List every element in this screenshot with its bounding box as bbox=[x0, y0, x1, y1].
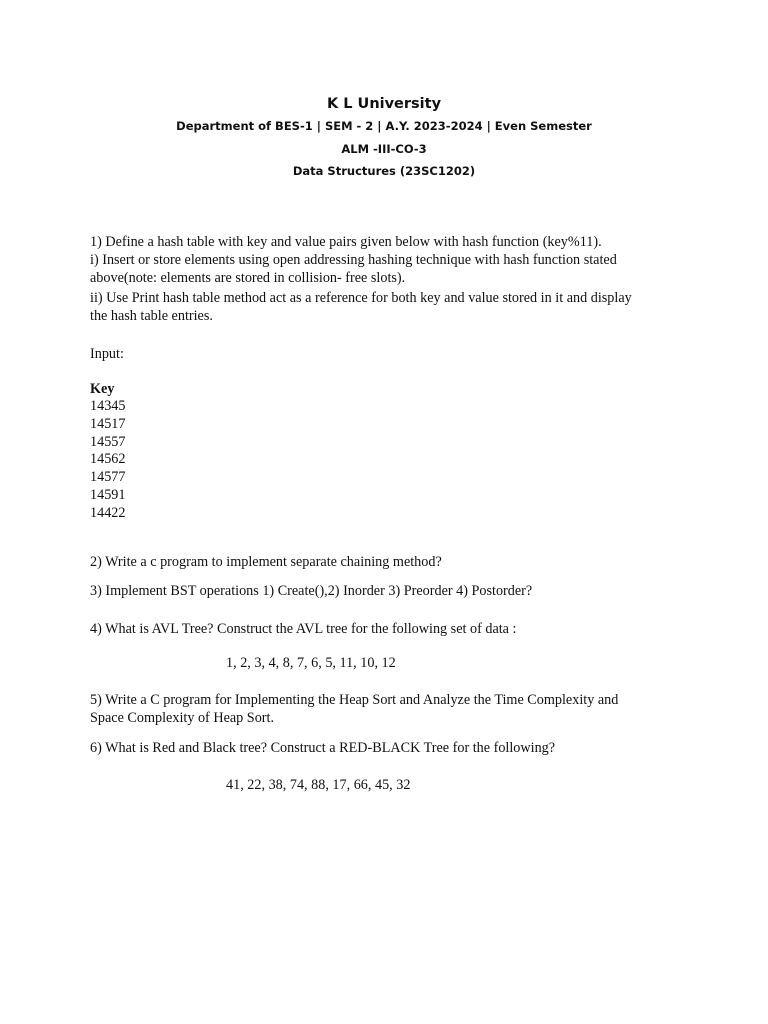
q4-data: 1, 2, 3, 4, 8, 7, 6, 5, 11, 10, 12 bbox=[226, 655, 396, 671]
q4-text: 4) What is AVL Tree? Construct the AVL tree for the following set of data : bbox=[90, 621, 517, 637]
alm-code: ALM -III-CO-3 bbox=[341, 142, 427, 156]
q5-line-2: Space Complexity of Heap Sort. bbox=[90, 710, 275, 726]
key-column-header: Key bbox=[90, 381, 115, 397]
q2-text: 2) Write a c program to implement separate chaining method? bbox=[90, 554, 442, 570]
q1-line-2: i) Insert or store elements using open addressing hashing technique with hash function stated bbox=[90, 252, 617, 268]
key-item: 14562 bbox=[90, 451, 126, 468]
q1-line-5: the hash table entries. bbox=[90, 308, 213, 324]
key-item: 14422 bbox=[90, 504, 126, 521]
department-line: Department of BES-1 | SEM - 2 | A.Y. 2023-2024 | Even Semester bbox=[176, 119, 592, 133]
key-list bbox=[90, 398, 690, 523]
q1-line-3: above(note: elements are stored in collision- free slots). bbox=[90, 270, 406, 286]
key-item: 14591 bbox=[90, 486, 126, 503]
key-item: 14557 bbox=[90, 433, 126, 450]
q1-line-4: ii) Use Print hash table method act as a reference for both key and value stored in it and display bbox=[90, 290, 632, 306]
key-item: 14345 bbox=[90, 398, 126, 414]
q6-text: 6) What is Red and Black tree? Construct a RED-BLACK Tree for the following? bbox=[90, 740, 556, 756]
key-item: 14577 bbox=[90, 469, 126, 486]
q5-line-1: 5) Write a C program for Implementing the Heap Sort and Analyze the Time Complexity and bbox=[90, 692, 619, 708]
q6-data: 41, 22, 38, 74, 88, 17, 66, 45, 32 bbox=[226, 777, 411, 793]
input-label: Input: bbox=[90, 346, 124, 362]
subject-title: Data Structures (23SC1202) bbox=[292, 164, 476, 178]
university-title: K L University bbox=[326, 96, 442, 112]
key-item: 14517 bbox=[90, 415, 126, 432]
q3-text: 3) Implement BST operations 1) Create(),2) Inorder 3) Preorder 4) Postorder? bbox=[90, 583, 533, 599]
q1-line-1: 1) Define a hash table with key and value pairs given below with hash function (key%11). bbox=[90, 234, 602, 250]
